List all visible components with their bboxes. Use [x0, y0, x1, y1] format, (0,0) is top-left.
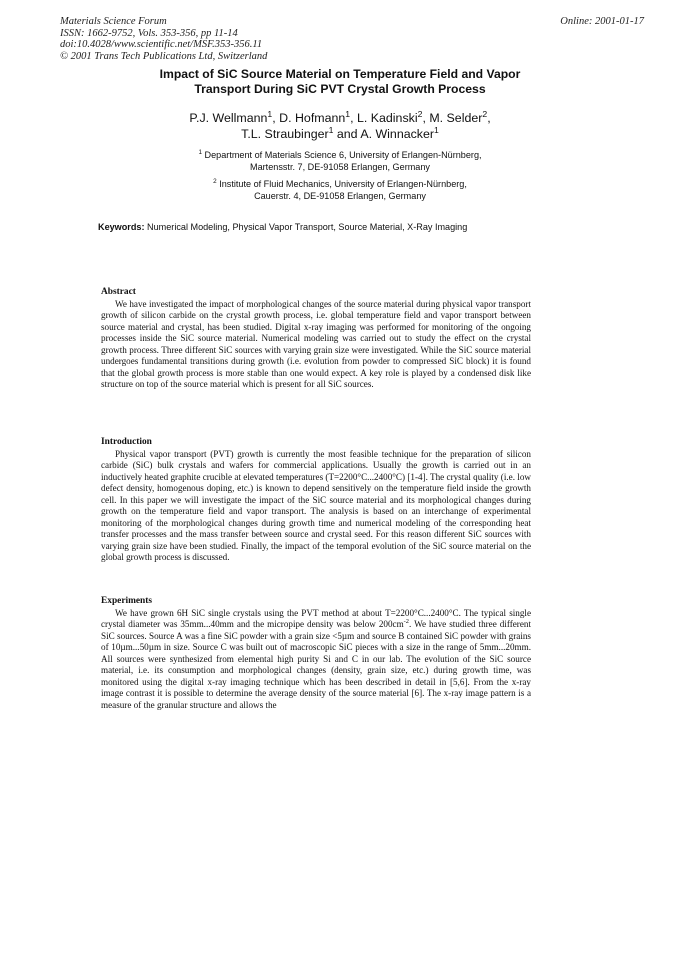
journal-header	[60, 16, 267, 62]
author-list	[60, 110, 620, 142]
author-separator: ,	[487, 111, 491, 125]
section-paragraph: Physical vapor transport (PVT) growth is currently the most feasible technique for the preparation of silicon carbide (SiC) bulk crystals and wafers for commercial applications. Usually the growth is carried out in an inductively heated graphite crucible at elevated temperatures (T=2200°C...2400°C) [1-4]. The crystal quality (i.e. low defect density, homogenous doping, etc.) is known to depend sensitively on the temperature field inside the growth cell. In this paper we will investigate the impact of the SiC source material and its morphological changes during growth on the temperature field and vapor transport. The analysis is based on an interchange of experimental monitoring of the morphological changes during growth time and numerical modeling of the corresponding heat transfer processes and the mass transfer between source and crystal seed. For this reason different SiC sources with varying grain size have been studied. Finally, the impact of the temporal evolution of the SiC source material on the global growth process is discussed.	[101, 448, 531, 562]
affiliation-1	[60, 149, 620, 173]
affiliation-marker: 1	[345, 108, 351, 119]
affiliation-marker: 1	[328, 124, 334, 135]
section-heading: Introduction	[101, 437, 152, 447]
online-date: Online: 2001-01-17	[560, 16, 644, 27]
doi-link[interactable]: doi:10.4028/www.scientific.net/MSF.353-356.11	[60, 39, 263, 50]
author-line-2	[60, 126, 620, 142]
section-heading: Experiments	[101, 596, 153, 606]
author-name: A. Winnacker	[360, 127, 435, 141]
keywords-label: Keywords:	[98, 222, 145, 232]
section-paragraph: We have investigated the impact of morphological changes of the source material during physical vapor transport growth of silicon carbide on the crystal growth process, i.e. global temperature field and vapor transport between source material and crystal, has been studied. Digital x-ray imaging was performed for monitoring of the ongoing processes inside the SiC source material. Numerical modeling was carried out to study the effect on the crystal growth process. Three different SiC sources with varying grain size were investigated. While the SiC source material undergoes fundamental transitions during growth (i.e. evolution from powder to compressed SiC block) it is found that the global growth process is more stable than one would expect. A key role is played by a condensed disk like structure on top of the source material which is present for all SiC sources.	[101, 298, 531, 389]
journal-name: Materials Science Forum	[60, 16, 167, 27]
author-separator: ,	[422, 111, 430, 125]
copyright-line: © 2001 Trans Tech Publications Ltd, Switzerland	[60, 50, 268, 62]
section-heading: Abstract	[101, 287, 136, 297]
author-separator: ,	[272, 111, 280, 125]
author-name: T.L. Straubinger	[241, 127, 329, 141]
title-line-2: Transport During SiC PVT Crystal Growth Process	[194, 82, 486, 96]
experiments-section	[101, 596, 531, 711]
keywords	[98, 222, 467, 232]
affiliation-marker: 2	[417, 108, 423, 119]
author-name: P.J. Wellmann	[189, 111, 268, 125]
title-line-1: Impact of SiC Source Material on Temperature Field and Vapor	[159, 67, 521, 81]
abstract-section	[101, 287, 531, 391]
author-name: D. Hofmann	[279, 111, 346, 125]
paper-title	[60, 67, 620, 97]
author-name: L. Kadinski	[356, 111, 418, 125]
affiliation-line: $^2$ Institute of Fluid Mechanics, University of Erlangen-Nürnberg,	[213, 177, 467, 189]
keywords-text: Numerical Modeling, Physical Vapor Transport, Source Material, X-Ray Imaging	[147, 222, 468, 232]
author-line-1	[60, 110, 620, 126]
affiliation-address: Cauerstr. 4, DE-91058 Erlangen, Germany	[254, 191, 426, 201]
affiliation-2	[60, 178, 620, 202]
affiliation-line: $^1$ Department of Materials Science 6, University of Erlangen-Nürnberg,	[198, 148, 482, 160]
affiliation-marker: 1	[434, 124, 439, 135]
author-name: M. Selder	[429, 111, 483, 125]
author-separator: ,	[350, 111, 357, 125]
affiliation-number: 1	[198, 148, 203, 156]
author-conjunction: and	[333, 127, 361, 141]
affiliation-marker: 1	[267, 108, 273, 119]
section-paragraph: We have grown 6H SiC single crystals using the PVT method at about T=2200°C...2400°C. The typical single crystal diameter was 35mm...40mm and the micropipe density was below $200cm^{-2}$. We have studied three different SiC sources. Source A was a fine SiC powder with a grain size <5µm and source B contained SiC powder with grains of 10µm...50µm in size. Source C was built out of macroscopic SiC pieces with a size in the range of 5mm...20mm. All sources were synthesized from elemental high purity Si and C in our lab. The evolution of the SiC source material, i.e. its consumption and morphological changes (density, grain size, etc.) during growth time, was monitored using the digital x-ray imaging technique which has been described in detail in [5,6]. From the x-ray image contrast it is possible to determine the average density of the source material [6]. The x-ray image pattern is a measure of the granular structure and allows the	[101, 607, 531, 710]
affiliation-number: 2	[213, 177, 217, 185]
introduction-section	[101, 437, 531, 564]
issn-line: ISSN: 1662-9752, Vols. 353-356, pp 11-14	[60, 27, 238, 39]
affiliation-marker: 2	[482, 108, 488, 119]
exponent: -2	[403, 617, 409, 625]
affiliation-address: Martensstr. 7, DE-91058 Erlangen, Germany	[250, 162, 430, 172]
